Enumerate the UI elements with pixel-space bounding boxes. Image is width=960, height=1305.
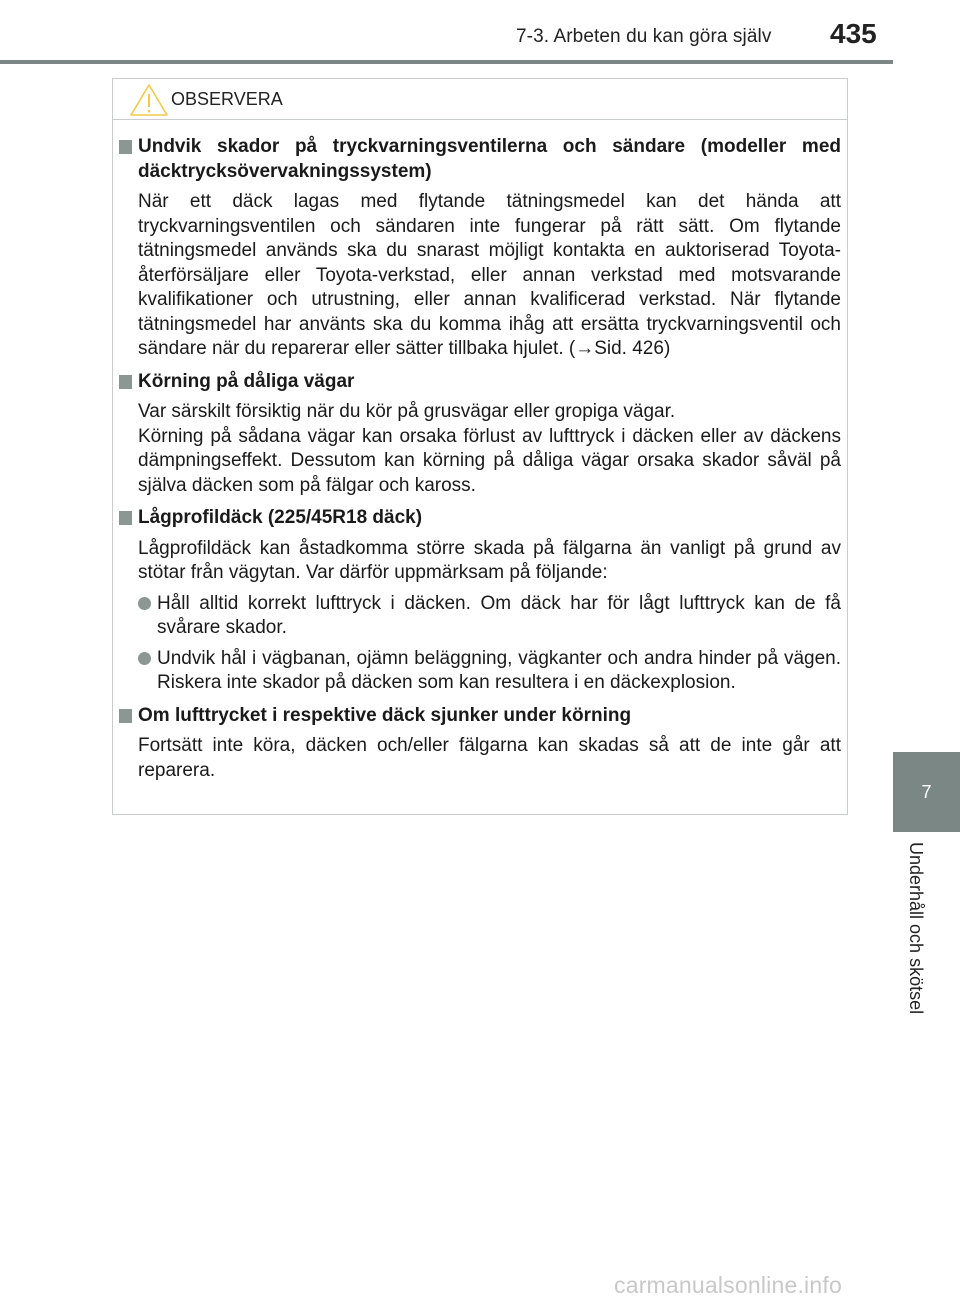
- caution-title: OBSERVERA: [171, 89, 283, 109]
- section-paragraph: Körning på sådana vägar kan orsaka förlust av lufttryck i däcken eller av däckens dämpningseffekt. Dessutom kan körning på dåliga vägar orsaka skador såväl på själva däcken som på fälgar och kaross.: [138, 425, 841, 496]
- section-heading: 7-3. Arbeten du kan göra själv: [516, 26, 772, 47]
- section-paragraph: Var särskilt försiktig när du kör på grusvägar eller gropiga vägar.: [138, 401, 676, 422]
- round-bullet-icon: [138, 652, 151, 665]
- round-bullet-icon: [138, 597, 151, 610]
- section-title: Körning på dåliga vägar: [138, 370, 355, 392]
- caution-header: [113, 79, 847, 120]
- section-title: Lågprofildäck (225/45R18 däck): [138, 507, 423, 528]
- square-bullet-icon: [119, 375, 132, 389]
- watermark[interactable]: carmanualsonline.info: [614, 1272, 842, 1298]
- square-bullet-icon: [119, 709, 132, 723]
- caution-content: [119, 135, 841, 791]
- caution-box: [112, 78, 848, 815]
- section-title: Om lufttrycket i respektive däck sjunker under körning: [138, 704, 632, 726]
- chapter-label: Underhåll och skötsel: [906, 842, 926, 1015]
- warning-triangle-icon: [129, 83, 169, 117]
- section-pressure-drop: [119, 704, 841, 784]
- section-title: Undvik skador på tryckvarningsventilerna och sändare (modeller med däcktrycksövervakningssystem): [138, 136, 841, 182]
- list-item: [138, 592, 841, 641]
- section-valve-damage: [119, 135, 841, 362]
- page-number: 435: [830, 18, 877, 49]
- section-low-profile-tires: [119, 506, 841, 696]
- list-item-text: Håll alltid korrekt lufttryck i däcken. Om däck har för lågt lufttryck kan de få svårare skador.: [157, 592, 841, 638]
- header-rule: [0, 60, 893, 64]
- section-paragraph: När ett däck lagas med flytande tätningsmedel kan det hända att tryckvarningsventilen och sändaren inte fungerar på rätt sätt. Om flytande tätningsmedel används ska du snarast möjligt kontakta en auktoriserad Toyota-återförsäljare eller Toyota-verkstad, eller annan verkstad med motsvarande kvalifikationer och utrustning, eller annan kvalificerad verkstad. När flytande tätningsmedel har använts ska du komma ihåg att ersätta tryckvarningsventil och sändare när du reparerar eller sätter tillbaka hjulet. (→Sid. 426): [138, 191, 841, 359]
- list-item: [138, 647, 841, 696]
- list-item-text: Undvik hål i vägbanan, ojämn beläggning, vägkanter och andra hinder på vägen. Riskera inte skador på däcken som kan resultera i en däckexplosion.: [157, 647, 841, 693]
- section-bad-roads: [119, 370, 841, 499]
- square-bullet-icon: [119, 140, 132, 154]
- chapter-tab[interactable]: 7: [893, 752, 960, 832]
- square-bullet-icon: [119, 511, 132, 525]
- section-paragraph: Lågprofildäck kan åstadkomma större skada på fälgarna än vanligt på grund av stötar från vägytan. Var därför uppmärksam på följande:: [138, 537, 841, 583]
- section-paragraph: Fortsätt inte köra, däcken och/eller fälgarna kan skadas så att de inte går att reparera.: [138, 735, 841, 781]
